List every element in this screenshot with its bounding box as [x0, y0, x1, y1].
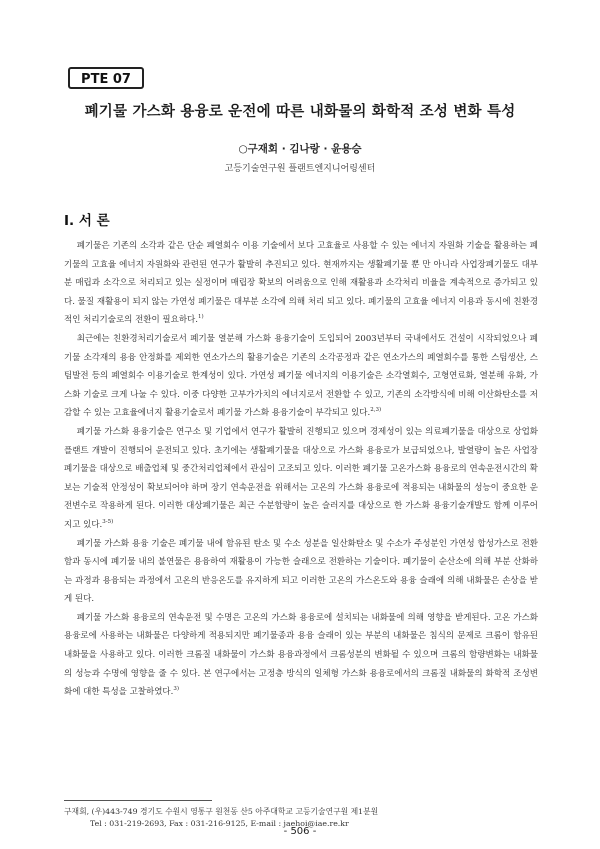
paragraph: 폐기물 가스화 용융기술은 연구소 및 기업에서 연구가 활발히 진행되고 있으며 경제성이 있는 의료폐기물을 대상으로 상업화 플랜트 개발이 진행되어 운전되고 있다. 초기에는 생활폐기물을 대상으로 가스화 용융로가 보급되었으나, 발열량이 높은 사업장폐기물을 대상으로 배출업체 및 중간처리업체에서 관심이 고조되고 있다. 이러한 폐기물 고온가스화 용융로의 연속운전시간의 확보는 기술적 안정성이 확보되어야 하며 장기 연속운전을 위해서는 고온의 가스화 용융로에 적용되는 내화물의 성능이 중요한 운전변수로 작용하게 된다. 이러한 대상폐기물은 최근 수분함량이 높은 슬러지를 대상으로 한 가스화 용융기술개발도 함께 이루어지고 있다.$^{3-5)}$: [64, 426, 538, 530]
citation: 2,3): [370, 407, 382, 414]
affiliation: 고등기술연구원 플랜트엔지니어링센터: [224, 164, 376, 174]
section-heading: I. 서 론: [64, 213, 110, 229]
author-list: ○구재회 · 김나랑 · 윤용승: [238, 143, 362, 155]
paragraph: 폐기물은 기존의 소각과 같은 단순 폐열회수 이용 기술에서 보다 고효율로 사용할 수 있는 에너지 자원화 기술을 활용하는 폐기물의 고효율 에너지 자원화와 관련된 연구가 활발히 추진되고 있다. 현재까지는 생활폐기물 뿐 만 아니라 사업장폐기물도 대부분 매립과 소각으로 처리되고 있는 실정이며 매립장 확보의 어려움으로 인해 재활용과 소각처리 비율을 계속적으로 증가되고 있다. 물질 재활용이 되지 않는 가연성 폐기물은 대부분 소각에 의해 처리 되고 있다. 폐기물의 고효율 에너지 이용과 동시에 친환경적인 처리기술로의 전환이 필요하다.$^{1)}$: [64, 241, 538, 326]
paragraph: 폐기물 가스화 용융로의 연속운전 및 수명은 고온의 가스화 용융로에 설치되는 내화물에 의해 영향을 받게된다. 고온 가스화 용융로에 사용하는 내화물은 다양하게 적용되지만 폐기물종과 용융 슬래이 있는 부분의 내화물은 침식의 문제로 크롬이 함유된 내화물을 사용하고 있다. 이러한 크롬질 내화물이 가스화 용융과정에서 크롬성분의 변화될 수 있으며 크롬의 함량변화는 내화물의 성능과 수명에 영향을 줄 수 있다. 본 연구에서는 고정층 방식의 일체형 가스화 용융로에서의 크롬질 내화물의 화학적 조성변화에 대한 특성을 고찰하였다.$^{3)}$: [64, 612, 538, 698]
footnote-divider: [64, 800, 212, 801]
body-text: [64, 237, 538, 702]
footnote-address: 구재회, (우)443-749 경기도 수원시 영통구 원천동 산5 아주대학교 고등기술연구원 제1분원: [64, 807, 379, 816]
session-tag: PTE 07: [68, 67, 144, 89]
paragraph: 폐기물 가스화 용융 기술은 폐기물 내에 함유된 탄소 및 수소 성분을 일산화탄소 및 수소가 주성분인 가연성 합성가스로 전환함과 동시에 폐기물 내의 불연물은 용융하여 재활용이 가능한 슬래으로 전환하는 기술이다. 폐기물이 순산소에 의해 부분 산화하는 과정과 용융되는 과정에서 고온의 반응온도를 유지하게 되고 이러한 고온의 가스온도와 용융 슬래에 의해 내화물은 손상을 받게 된다.: [64, 538, 538, 605]
paper-title: 폐기물 가스화 용융로 운전에 따른 내화물의 화학적 조성 변화 특성: [84, 104, 516, 120]
citation: 3-5): [102, 519, 114, 526]
citation: 1): [197, 314, 204, 321]
citation: 3): [173, 686, 179, 693]
paragraph: 최근에는 친환경처리기술로서 폐기물 열분해 가스화 용융기술이 도입되어 2003년부터 국내에서도 건설이 시작되었으나 폐기물 소각재의 용융 안정화를 제외한 연소가스의 활용기술은 기존의 소각공정과 같은 연소가스의 폐열회수를 통한 스팀생산, 스팀발전 등의 폐열회수 이용기술로 한계성이 있다. 가연성 폐기물 에너지의 이용기술은 소각열회수, 고형연료화, 열분해 유화, 가스화 기술로 크게 나눌 수 있다. 이중 다양한 고부가가치의 에너지로서 전환할 수 있고, 기존의 소각방식에 비해 이산화탄소를 저감할 수 있는 고효율에너지 활용기술로서 폐기물 가스화 용융기술이 부각되고 있다.$^{2,3)}$: [64, 333, 538, 419]
footnote-contact: Tel : 031-219-2693, Fax : 031-216-9125, E-mail : jaehoi@iae.re.kr: [90, 819, 349, 828]
page-number: - 506 -: [283, 826, 317, 837]
